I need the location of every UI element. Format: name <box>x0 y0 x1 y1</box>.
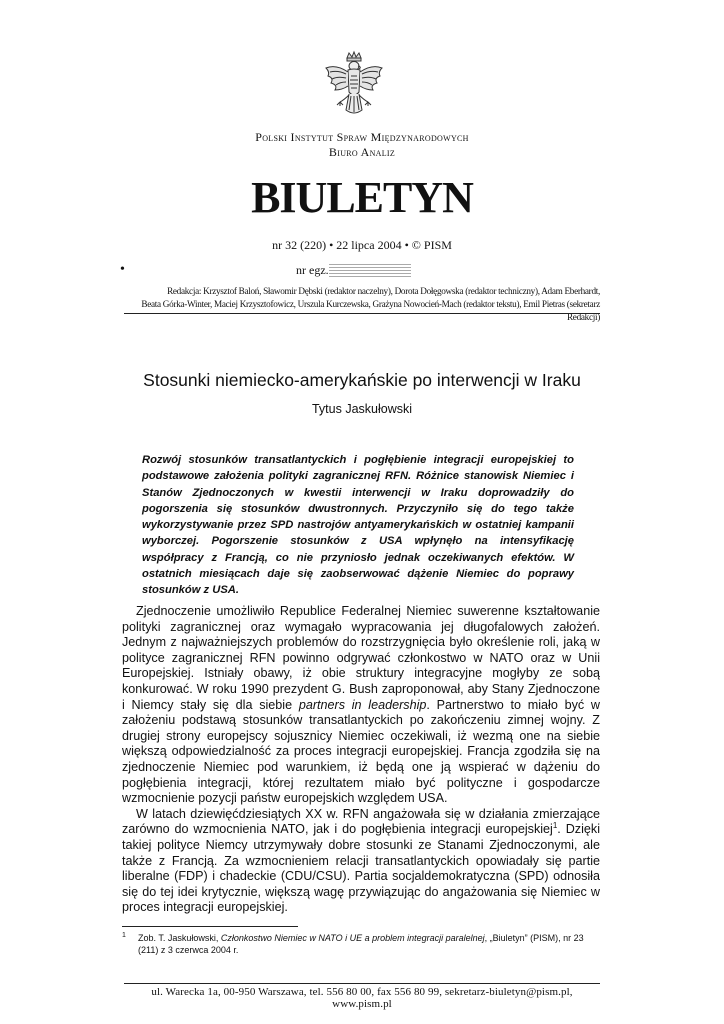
article-author: Tytus Jaskułowski <box>311 402 413 416</box>
eagle-emblem-icon <box>322 50 386 120</box>
editors-line-2: Beata Górka-Winter, Maciej Krzysztofowicz, Urszula Kurczewska, Grażyna Nowocień-Mach (redaktor tekstu), Emil Pietras (sekretarz Redakcji) <box>141 299 600 322</box>
paragraph-1-part-a: Zjednoczenie umożliwiło Republice Federalnej Niemiec suwerenne kształtowanie polityki zagranicznej oraz wymagało wypracowania jej długofalowych założeń. Jednym z najważniejszych problemów do rozstrzygnięcia było określenie roli, jaką w polityce zagranicznej RFN powinno odgrywać członkostwo w NATO oraz w Unii Europejskiej. Istniały obawy, iż obie struktury integracyjne mogłyby ze sobą konkurować. W roku 1990 prezydent G. Bush zaproponował, aby Stany Zjednoczone i Niemcy stały się dla siebie <box>122 604 600 712</box>
bulletin-title: BIULETYN <box>251 173 473 222</box>
footer-divider <box>124 983 600 984</box>
issue-line: nr 32 (220) • 22 lipca 2004 • © PISM <box>272 238 452 252</box>
paragraph-2-part-a: W latach dziewięćdziesiątych XX w. RFN angażowała się w działania zmierzające zarówno do wzmocnienia NATO, jak i do pogłębienia integracji europejskiej <box>122 806 600 837</box>
footnote-text-a: Zob. T. Jaskułowski, <box>138 933 221 943</box>
institute-name: Polski Instytut Spraw Międzynarodowych <box>255 130 469 144</box>
footnote-text-b: , „Biuletyn” (PISM), nr 23 (211) z 3 czerwca 2004 r. <box>138 933 584 955</box>
article-body <box>122 604 600 916</box>
copy-number-field <box>329 262 411 278</box>
header-divider <box>124 313 600 314</box>
paragraph-2-part-b: . Dzięki takiej polityce Niemcy utrzymywały dobre stosunki ze Stanami Zjednoczonymi, ale także z Francją. Za wzmocnieniem relacji transatlantyckich opowiadały się partie liberalne (FDP) i chadeckie (CDU/CSU). Partia socjaldemokratyczna (SPD) odnosiła się do tej idei krytycznie, większą wagę przywiązując do angażowania się Niemiec w proces integracji europejskiej. <box>122 822 600 915</box>
paragraph-1-emphasis: partners in leadership <box>298 697 427 712</box>
editors-line-1: Redakcja: Krzysztof Baloń, Sławomir Dębski (redaktor naczelny), Dorota Dołęgowska (redaktor techniczny), Adam Eberhardt, <box>167 286 600 296</box>
footnote-text <box>138 932 600 956</box>
bullet-mark: • <box>120 262 125 277</box>
footnote-reference[interactable]: 1 <box>552 821 558 831</box>
footnote-emphasis: Członkostwo Niemiec w NATO i UE a problem integracji paralelnej <box>220 933 485 943</box>
paragraph-1 <box>122 604 600 807</box>
article-title: Stosunki niemiecko-amerykańskie po interwencji w Iraku <box>143 370 581 390</box>
paragraph-2 <box>122 807 600 916</box>
footnote-number: 1 <box>122 932 126 939</box>
footer-address: ul. Warecka 1a, 00-950 Warszawa, tel. 556 80 00, fax 556 80 99, sekretarz-biuletyn@pism.pl, www.pism.pl <box>151 986 573 1010</box>
office-name: Biuro Analiz <box>328 145 396 159</box>
paragraph-1-part-b: . Partnerstwo to miało być w założeniu podstawą stosunków transatlantyckich po zakończeniu zimnej wojny. Z drugiej strony europejscy sojusznicy Niemiec oczekiwali, iż wezmą one na siebie większą odpowiedzialność za proces integracji europejskiej. Francja zgodziła się na zjednoczenie Niemiec pod warunkiem, iż będą one ją wspierać w dążeniu do pogłębienia integracji, której rezultatem miało być polityczne i gospodarcze wzmocnienie pozycji państw europejskich względem USA. <box>122 697 600 806</box>
footnote <box>122 932 600 956</box>
copy-number-label: nr egz. <box>296 263 329 277</box>
footnote-divider <box>122 926 298 927</box>
editorial-board <box>124 285 600 324</box>
article-abstract: Rozwój stosunków transatlantyckich i pogłębienie integracji europejskiej to podstawowe założenia polityki zagranicznej RFN. Różnice stanowisk Niemiec i Stanów Zjednoczonych w kwestii interwencji w Iraku doprowadziły do pogorszenia się stosunków dwustronnych. Przyczyniło się do tego także wykorzystywanie przez SPD nastrojów antyamerykańskich w ostatniej kampanii wyborczej. Pogorszenie stosunków z USA wpłynęło na intensyfikację współpracy z Francją, co nie przyniosło jednak oczekiwanych efektów. W ostatnich miesiącach daje się zaobserwować dążenie Niemiec do poprawy stosunków z USA. <box>142 454 574 597</box>
